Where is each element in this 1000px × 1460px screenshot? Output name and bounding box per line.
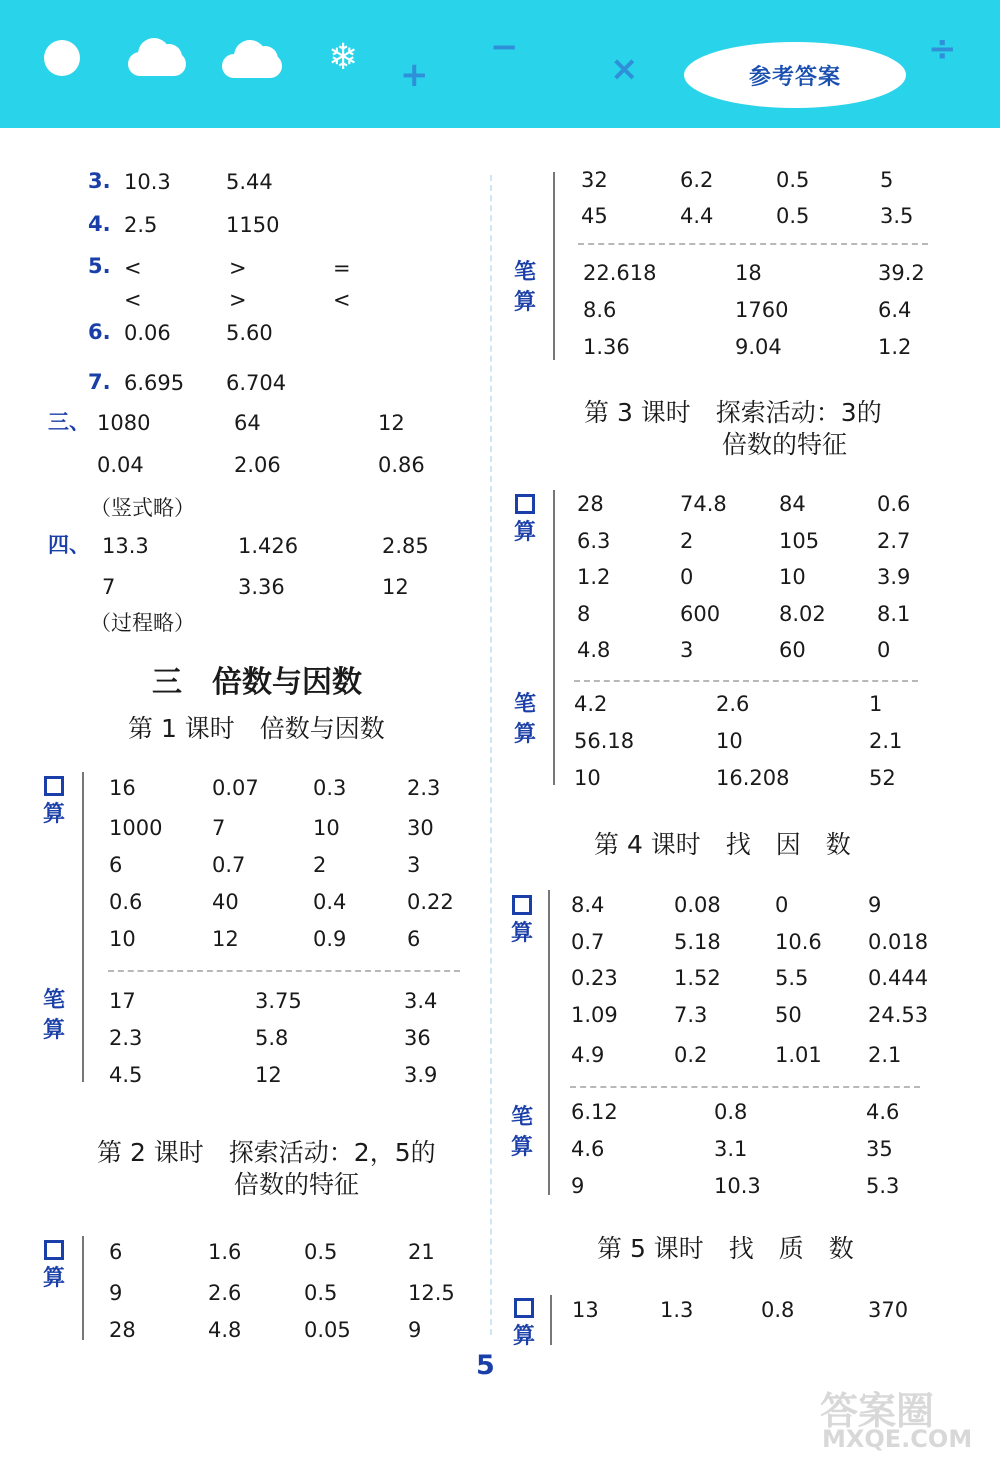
answer-value: 45 bbox=[581, 204, 608, 228]
answer-value: 74.8 bbox=[680, 492, 727, 516]
answer-value: 4.9 bbox=[571, 1043, 605, 1067]
answer-value: 18 bbox=[735, 261, 762, 285]
answer-value: 1.2 bbox=[577, 565, 611, 589]
answer-value: 52 bbox=[869, 766, 896, 790]
answer-value: 0.5 bbox=[776, 204, 810, 228]
answer-value: 370 bbox=[868, 1298, 909, 1322]
answer-value: 600 bbox=[680, 602, 721, 626]
answer-value: 17 bbox=[109, 989, 136, 1013]
item-number: 5. bbox=[88, 254, 111, 278]
kou-box-icon bbox=[512, 895, 532, 915]
page-number: 5 bbox=[476, 1350, 495, 1381]
bi-label: 笔 bbox=[42, 988, 65, 1013]
answer-value: 4.6 bbox=[571, 1137, 605, 1161]
answer-value: 0.9 bbox=[313, 927, 347, 951]
answer-value: 39.2 bbox=[878, 261, 925, 285]
answer-value: > bbox=[229, 256, 247, 280]
note-text: （过程略） bbox=[90, 611, 195, 635]
answer-value: 8.02 bbox=[779, 602, 826, 626]
answer-value: 24.53 bbox=[868, 1003, 929, 1027]
answer-value: 60 bbox=[779, 638, 806, 662]
answer-value: 0.2 bbox=[674, 1043, 708, 1067]
answer-value: 0.4 bbox=[313, 890, 347, 914]
answer-value: 12 bbox=[382, 575, 409, 599]
answer-label: 参考答案 bbox=[748, 64, 841, 90]
answer-value: 10.3 bbox=[714, 1174, 761, 1198]
item-number: 3. bbox=[88, 169, 111, 193]
answer-value: 1.36 bbox=[583, 335, 630, 359]
answer-value: 10 bbox=[574, 766, 601, 790]
lesson-title: 第 2 课时 探索活动：2，5的 bbox=[97, 1138, 436, 1167]
answer-value: 5.18 bbox=[674, 930, 721, 954]
answer-value: 5.44 bbox=[226, 170, 273, 194]
answer-value: 0.5 bbox=[304, 1240, 338, 1264]
answer-value: 0.08 bbox=[674, 893, 721, 917]
answer-value: 0.86 bbox=[378, 453, 425, 477]
answer-value: 1.2 bbox=[878, 335, 912, 359]
answer-value: 3.36 bbox=[238, 575, 285, 599]
answer-value: 6.704 bbox=[226, 371, 287, 395]
suan-label: 算 bbox=[42, 802, 65, 827]
answer-value: 2.3 bbox=[109, 1026, 143, 1050]
answer-value: 2.1 bbox=[868, 1043, 902, 1067]
answer-value: 7 bbox=[102, 575, 116, 599]
answer-value: 0 bbox=[775, 893, 789, 917]
suan-label: 算 bbox=[42, 1266, 65, 1291]
answer-value: 9 bbox=[408, 1318, 422, 1342]
answer-value: 9 bbox=[109, 1281, 123, 1305]
answer-value: 0 bbox=[680, 565, 694, 589]
answer-value: 0.7 bbox=[212, 853, 246, 877]
answer-value: 10 bbox=[716, 729, 743, 753]
answer-value: 4.8 bbox=[577, 638, 611, 662]
answer-value: 6 bbox=[109, 853, 123, 877]
section-bar bbox=[548, 890, 550, 1195]
answer-value: 0.06 bbox=[124, 321, 171, 345]
suan-label: 算 bbox=[513, 290, 536, 315]
kou-box-icon bbox=[44, 776, 64, 796]
answer-value: 32 bbox=[581, 168, 608, 192]
section-bar bbox=[553, 172, 555, 360]
answer-value: 4.4 bbox=[680, 204, 714, 228]
section-number: 三、 bbox=[48, 410, 90, 434]
answer-value: 0.6 bbox=[109, 890, 143, 914]
suan-label: 算 bbox=[510, 1135, 533, 1160]
suan-label: 算 bbox=[513, 520, 536, 545]
answer-value: 13.3 bbox=[102, 534, 149, 558]
answer-value: 0.22 bbox=[407, 890, 454, 914]
answer-value: 36 bbox=[404, 1026, 431, 1050]
dashed-separator bbox=[578, 243, 928, 245]
column-divider bbox=[490, 175, 492, 1335]
answer-value: 2 bbox=[313, 853, 327, 877]
answer-value: 105 bbox=[779, 529, 820, 553]
lesson-title-line2: 倍数的特征 bbox=[234, 1170, 360, 1199]
answer-value: 50 bbox=[775, 1003, 802, 1027]
bi-label: 笔 bbox=[513, 692, 536, 717]
answer-value: 6 bbox=[109, 1240, 123, 1264]
answer-value: 10.3 bbox=[124, 170, 171, 194]
answer-value: 1760 bbox=[735, 298, 789, 322]
lesson-title: 第 1 课时 倍数与因数 bbox=[128, 714, 385, 743]
answer-value: 7.3 bbox=[674, 1003, 708, 1027]
answer-value: 13 bbox=[572, 1298, 599, 1322]
watermark-url: MXQE.COM bbox=[822, 1425, 973, 1453]
answer-value: 8.1 bbox=[877, 602, 911, 626]
answer-value: 5.60 bbox=[226, 321, 273, 345]
answer-value: > bbox=[229, 288, 247, 312]
answer-value: 2.3 bbox=[407, 776, 441, 800]
section-bar bbox=[550, 1295, 552, 1345]
note-text: （竖式略） bbox=[90, 496, 195, 520]
answer-value: 2.5 bbox=[124, 213, 158, 237]
answer-value: 1.01 bbox=[775, 1043, 822, 1067]
lesson-title: 第 4 课时 找 因 数 bbox=[594, 830, 851, 859]
snowflake-icon: ❄ bbox=[328, 37, 359, 78]
item-number: 7. bbox=[88, 370, 111, 394]
answer-value: 8.4 bbox=[571, 893, 605, 917]
answer-value: 12.5 bbox=[408, 1281, 455, 1305]
answer-value: 10 bbox=[313, 816, 340, 840]
answer-value: 0.07 bbox=[212, 776, 259, 800]
answer-value: 0.05 bbox=[304, 1318, 351, 1342]
kou-box-icon bbox=[515, 494, 535, 514]
section-bar bbox=[82, 1236, 84, 1340]
answer-value: 2.6 bbox=[208, 1281, 242, 1305]
answer-value: 3.9 bbox=[404, 1063, 438, 1087]
answer-value: 3.1 bbox=[714, 1137, 748, 1161]
sun-icon bbox=[44, 40, 80, 76]
answer-value: 16 bbox=[109, 776, 136, 800]
lesson-title-line2: 倍数的特征 bbox=[722, 430, 848, 459]
answer-value: 5.8 bbox=[255, 1026, 289, 1050]
answer-value: 4.2 bbox=[574, 692, 608, 716]
answer-badge bbox=[684, 42, 906, 108]
dashed-separator bbox=[570, 1086, 920, 1088]
answer-value: 0.8 bbox=[761, 1298, 795, 1322]
lesson-title: 第 3 课时 探索活动：3的 bbox=[584, 398, 882, 427]
answer-value: 7 bbox=[212, 816, 226, 840]
suan-label: 算 bbox=[512, 1324, 535, 1349]
answer-value: 40 bbox=[212, 890, 239, 914]
dashed-separator bbox=[574, 680, 918, 682]
answer-value: 1150 bbox=[226, 213, 280, 237]
answer-value: 3 bbox=[680, 638, 694, 662]
answer-value: 6.12 bbox=[571, 1100, 618, 1124]
answer-value: 64 bbox=[234, 411, 261, 435]
answer-value: < bbox=[333, 288, 351, 312]
answer-value: 16.208 bbox=[716, 766, 790, 790]
answer-value: 0.8 bbox=[714, 1100, 748, 1124]
answer-value: 0.444 bbox=[868, 966, 929, 990]
answer-value: 1.52 bbox=[674, 966, 721, 990]
answer-value: 21 bbox=[408, 1240, 435, 1264]
answer-value: 56.18 bbox=[574, 729, 635, 753]
answer-value: 8 bbox=[577, 602, 591, 626]
answer-value: 1.426 bbox=[238, 534, 299, 558]
answer-value: 2 bbox=[680, 529, 694, 553]
answer-value: 0.5 bbox=[304, 1281, 338, 1305]
answer-value: 6.3 bbox=[577, 529, 611, 553]
answer-value: 12 bbox=[255, 1063, 282, 1087]
answer-value: 3.75 bbox=[255, 989, 302, 1013]
watermark-logo: 答案圈 bbox=[820, 1389, 935, 1433]
answer-value: 10 bbox=[779, 565, 806, 589]
kou-box-icon bbox=[44, 1240, 64, 1260]
answer-value: 2.06 bbox=[234, 453, 281, 477]
answer-value: 0.04 bbox=[97, 453, 144, 477]
answer-value: 1000 bbox=[109, 816, 163, 840]
section-bar bbox=[553, 490, 555, 785]
answer-value: 0.5 bbox=[776, 168, 810, 192]
answer-value: 9 bbox=[571, 1174, 585, 1198]
answer-value: 22.618 bbox=[583, 261, 657, 285]
suan-label: 算 bbox=[42, 1018, 65, 1043]
answer-value: 10.6 bbox=[775, 930, 822, 954]
answer-value: 28 bbox=[109, 1318, 136, 1342]
bi-label: 笔 bbox=[510, 1105, 533, 1130]
answer-value: 5 bbox=[880, 168, 894, 192]
answer-value: 4.5 bbox=[109, 1063, 143, 1087]
bi-label: 笔 bbox=[513, 260, 536, 285]
answer-value: 2.7 bbox=[877, 529, 911, 553]
plus-icon: + bbox=[400, 55, 429, 95]
answer-value: 0.018 bbox=[868, 930, 929, 954]
answer-value: 1.09 bbox=[571, 1003, 618, 1027]
lesson-title: 第 5 课时 找 质 数 bbox=[597, 1234, 854, 1263]
answer-value: 6 bbox=[407, 927, 421, 951]
answer-value: 9 bbox=[868, 893, 882, 917]
answer-value: 2.85 bbox=[382, 534, 429, 558]
divide-icon: ÷ bbox=[928, 29, 957, 69]
unit-title: 三 倍数与因数 bbox=[152, 665, 362, 700]
answer-value: 4.6 bbox=[866, 1100, 900, 1124]
answer-value: 2.6 bbox=[716, 692, 750, 716]
answer-value: 1 bbox=[869, 692, 883, 716]
answer-value: < bbox=[124, 288, 142, 312]
answer-value: 84 bbox=[779, 492, 806, 516]
answer-value: 28 bbox=[577, 492, 604, 516]
answer-value: 1.3 bbox=[660, 1298, 694, 1322]
answer-value: 8.6 bbox=[583, 298, 617, 322]
item-number: 6. bbox=[88, 320, 111, 344]
answer-value: 0.6 bbox=[877, 492, 911, 516]
answer-value: 3.9 bbox=[877, 565, 911, 589]
answer-value: 3 bbox=[407, 853, 421, 877]
answer-value: 1080 bbox=[97, 411, 151, 435]
answer-value: 6.695 bbox=[124, 371, 185, 395]
item-number: 4. bbox=[88, 212, 111, 236]
answer-value: 0 bbox=[877, 638, 891, 662]
answer-value: = bbox=[333, 256, 351, 280]
times-icon: × bbox=[610, 49, 639, 89]
answer-value: 3.4 bbox=[404, 989, 438, 1013]
answer-value: 12 bbox=[378, 411, 405, 435]
answer-value: < bbox=[124, 256, 142, 280]
suan-label: 算 bbox=[513, 722, 536, 747]
answer-value: 5.5 bbox=[775, 966, 809, 990]
suan-label: 算 bbox=[510, 921, 533, 946]
header-banner bbox=[0, 0, 1000, 128]
answer-value: 2.1 bbox=[869, 729, 903, 753]
answer-value: 0.7 bbox=[571, 930, 605, 954]
answer-value: 9.04 bbox=[735, 335, 782, 359]
dashed-separator bbox=[108, 970, 460, 972]
answer-value: 30 bbox=[407, 816, 434, 840]
minus-icon: − bbox=[490, 27, 519, 67]
section-number: 四、 bbox=[48, 533, 90, 557]
kou-box-icon bbox=[514, 1298, 534, 1318]
answer-value: 6.2 bbox=[680, 168, 714, 192]
answer-value: 12 bbox=[212, 927, 239, 951]
answer-value: 4.8 bbox=[208, 1318, 242, 1342]
answer-value: 0.3 bbox=[313, 776, 347, 800]
answer-value: 3.5 bbox=[880, 204, 914, 228]
answer-value: 5.3 bbox=[866, 1174, 900, 1198]
answer-value: 0.23 bbox=[571, 966, 618, 990]
answer-value: 35 bbox=[866, 1137, 893, 1161]
section-bar bbox=[82, 772, 84, 1082]
answer-value: 10 bbox=[109, 927, 136, 951]
answer-value: 6.4 bbox=[878, 298, 912, 322]
answer-value: 1.6 bbox=[208, 1240, 242, 1264]
